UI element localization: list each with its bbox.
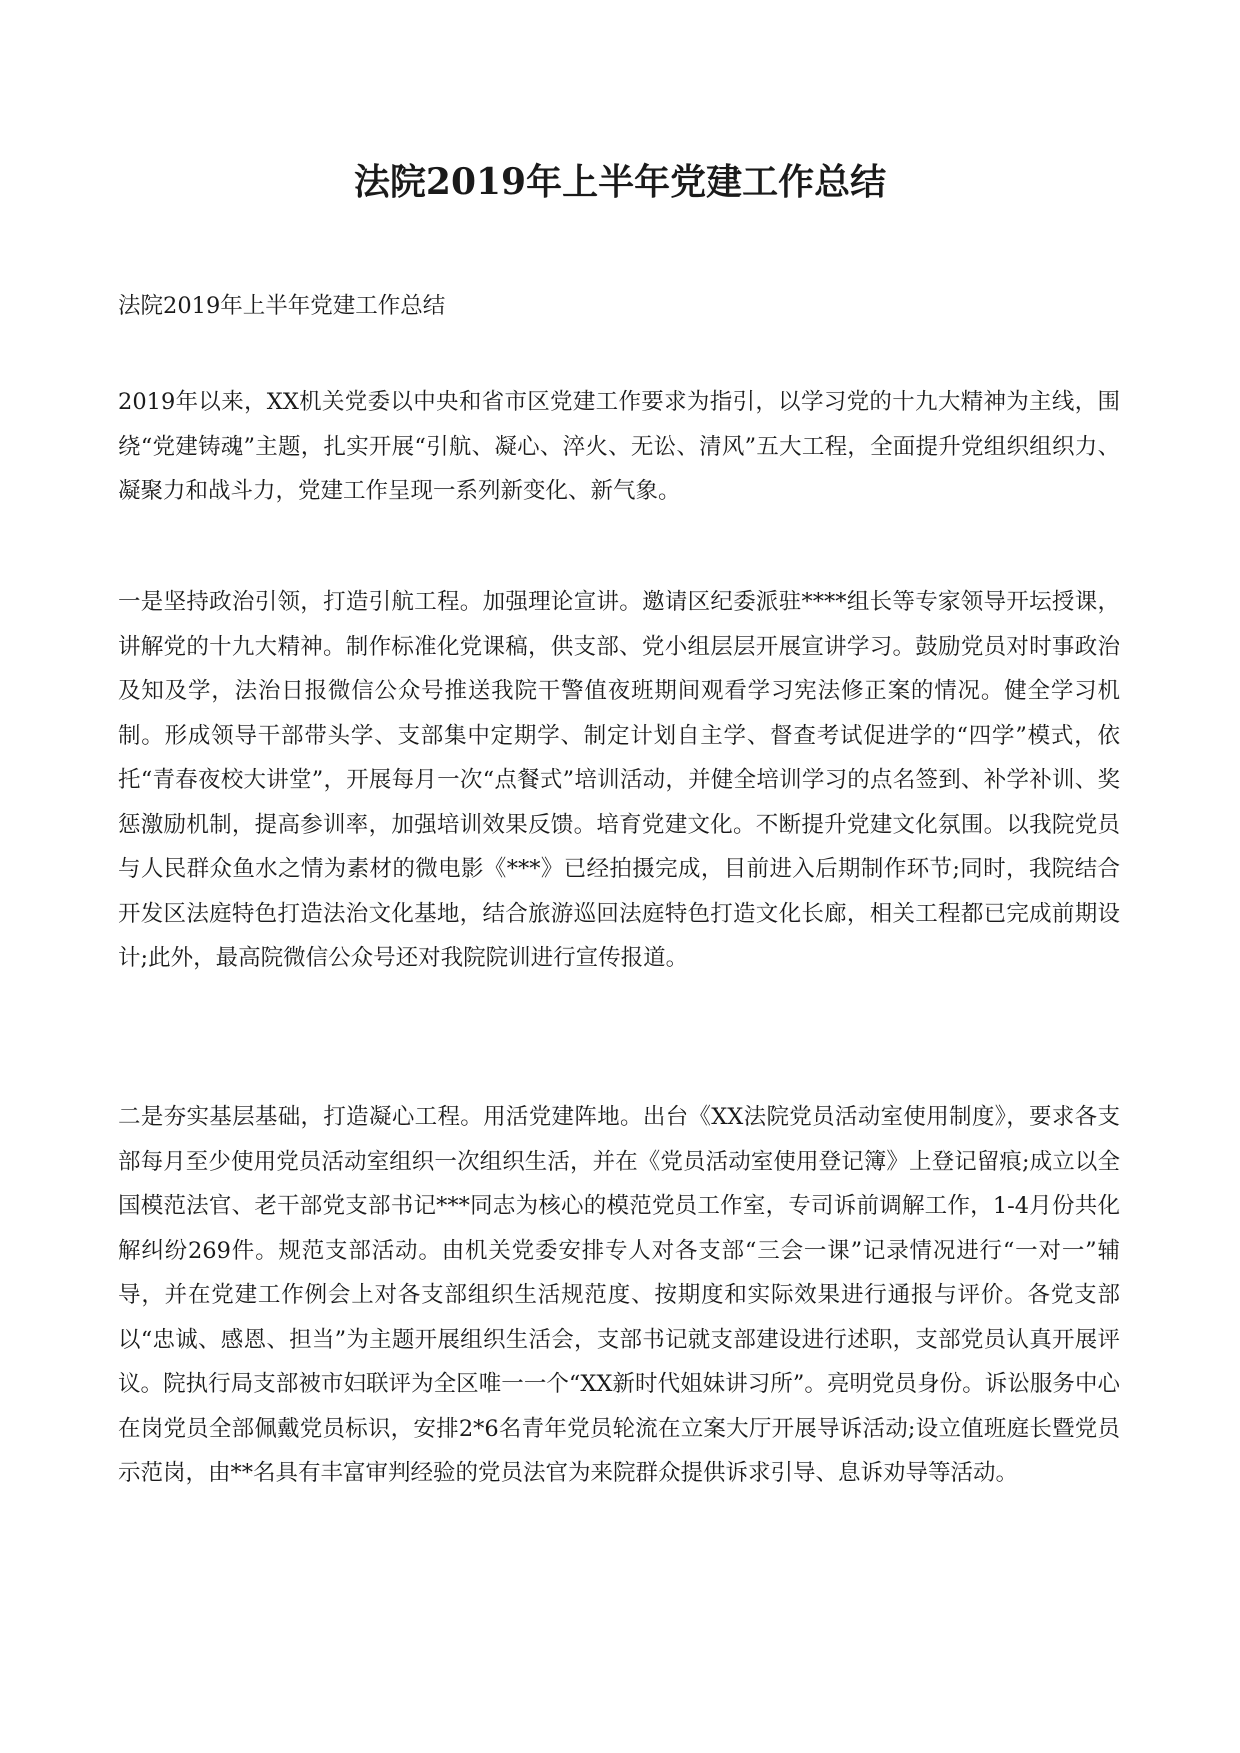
paragraph-cohesion-project: 二是夯实基层基础，打造凝心工程。用活党建阵地。出台《XX法院党员活动室使用制度》，要求各支部每月至少使用党员活动室组织一次组织生活，并在《党员活动室使用登记簿》上登记留痕;成立以全国模范法官、老干部党支部书记***同志为核心的模范党员工作室，专司诉前调解工作，1-4月份共化解纠纷269件。规范支部活动。由机关党委安排专人对各支部“三会一课”记录情况进行“一对一”辅导，并在党建工作例会上对各支部组织生活规范度、按期度和实际效果进行通报与评价。各党支部以“忠诚、感恩、担当”为主题开展组织生活会，支部书记就支部建设进行述职，支部党员认真开展评议。院执行局支部被市妇联评为全区唯一一个“XX新时代姐妹讲习所”。亮明党员身份。诉讼服务中心在岗党员全部佩戴党员标识，安排2*6名青年党员轮流在立案大厅开展导诉活动;设立值班庭长暨党员示范岗，由**名具有丰富审判经验的党员法官为来院群众提供诉求引导、息诉劝导等活动。 [118, 1104, 1120, 1486]
paragraph-guidance-project: 一是坚持政治引领，打造引航工程。加强理论宣讲。邀请区纪委派驻****组长等专家领导开坛授课，讲解党的十九大精神。制作标准化党课稿，供支部、党小组层层开展宣讲学习。鼓励党员对时事政治及知及学，法治日报微信公众号推送我院干警值夜班期间观看学习宪法修正案的情况。健全学习机制。形成领导干部带头学、支部集中定期学、制定计划自主学、督查考试促进学的“四学”模式，依托“青春夜校大讲堂”，开展每月一次“点餐式”培训活动，并健全培训学习的点名签到、补学补训、奖惩激励机制，提高参训率，加强培训效果反馈。培育党建文化。不断提升党建文化氛围。以我院党员与人民群众鱼水之情为素材的微电影《***》已经拍摄完成，目前进入后期制作环节;同时，我院结合开发区法庭特色打造法治文化基地，结合旅游巡回法庭特色打造文化长廊，相关工程都已完成前期设计;此外，最高院微信公众号还对我院院训进行宣传报道。 [118, 589, 1120, 971]
paragraph-intro: 2019年以来，XX机关党委以中央和省市区党建工作要求为指引，以学习党的十九大精神为主线，围绕“党建铸魂”主题，扎实开展“引航、凝心、淬火、无讼、清风”五大工程，全面提升党组织组织力、凝聚力和战斗力，党建工作呈现一系列新变化、新气象。 [118, 389, 1120, 504]
document-title: 法院2019年上半年党建工作总结 [353, 161, 887, 203]
document-subtitle: 法院2019年上半年党建工作总结 [118, 293, 446, 319]
